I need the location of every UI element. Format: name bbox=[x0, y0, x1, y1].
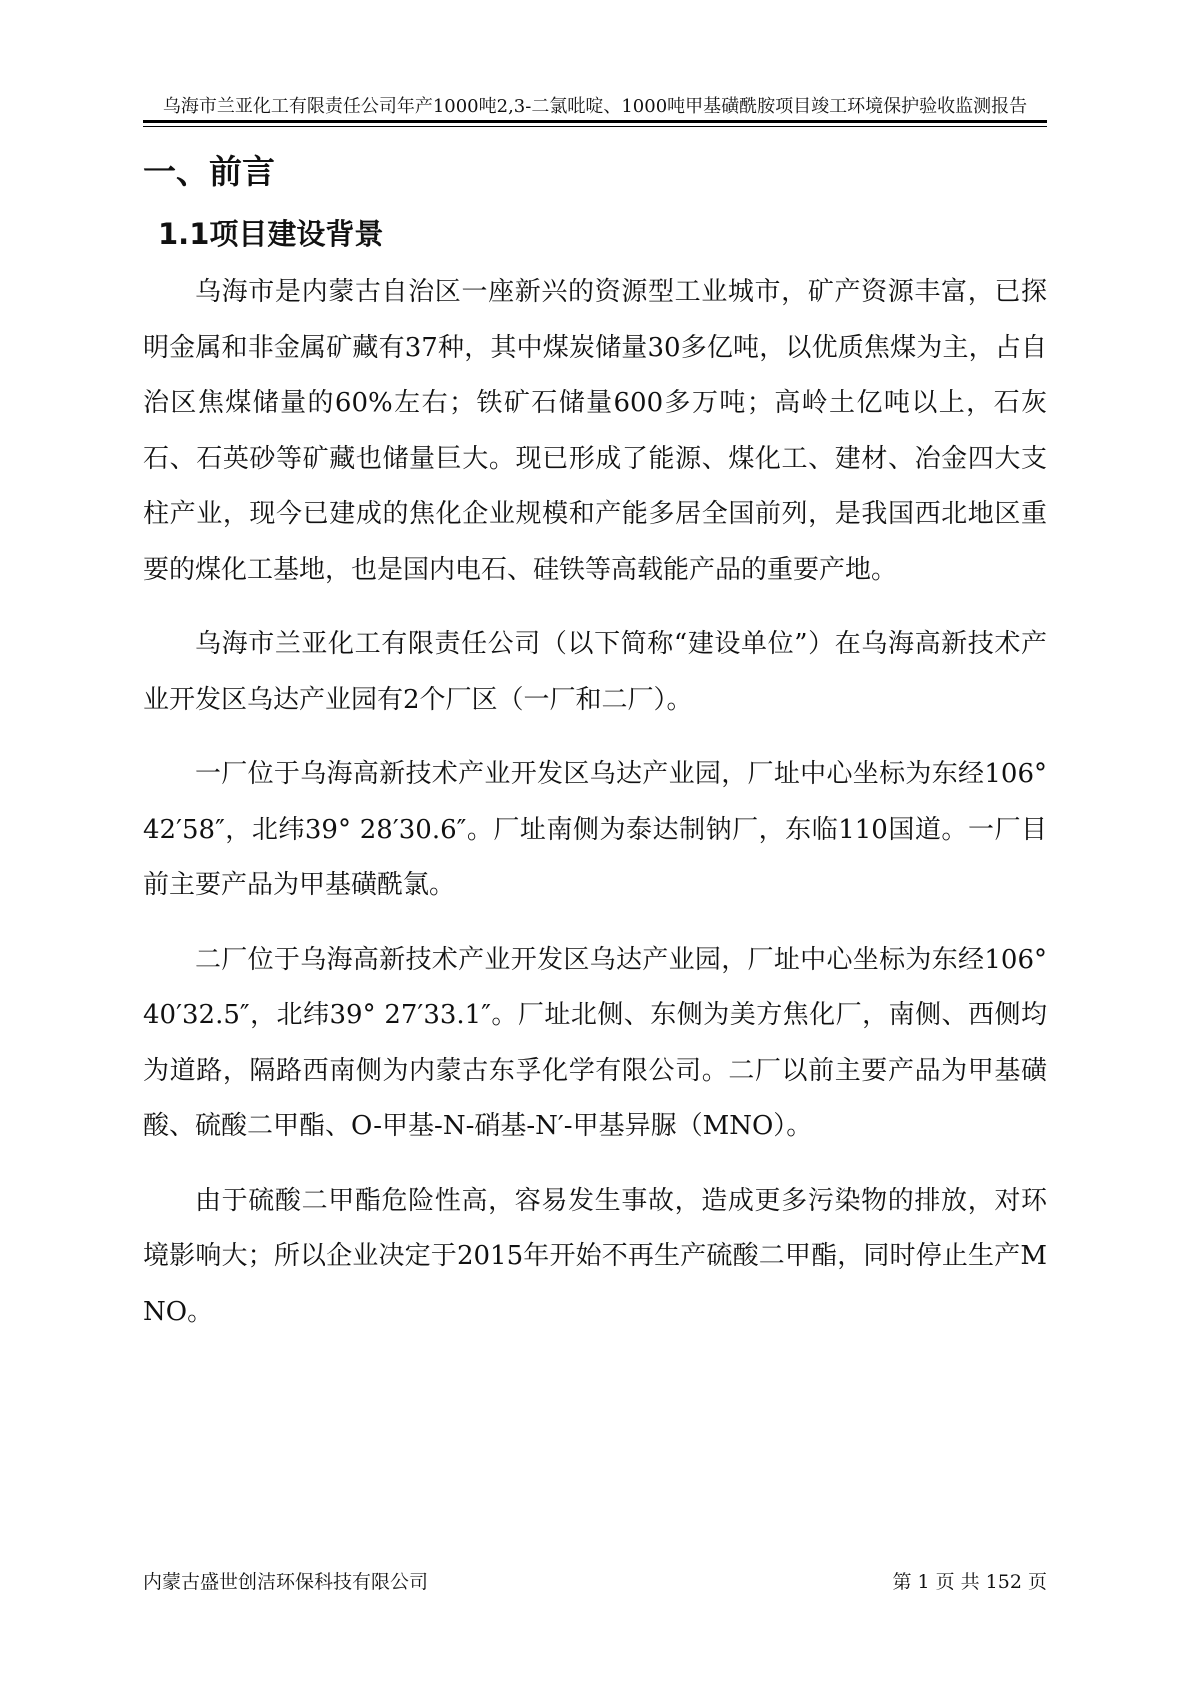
paragraph-wuhai-background: 乌海市是内蒙古自治区一座新兴的资源型工业城市，矿产资源丰富，已探明金属和非金属矿藏有37种，其中煤炭储量30多亿吨，以优质焦煤为主，占自治区焦煤储量的60%左右；铁矿石储量600多万吨；高岭土亿吨以上，石灰石、石英砂等矿藏也储量巨大。现已形成了能源、煤化工、建材、冶金四大支柱产业，现今已建成的焦化企业规模和产能多居全国前列，是我国西北地区重要的煤化工基地，也是国内电石、硅铁等高载能产品的重要产地。 bbox=[143, 277, 1047, 585]
page-footer bbox=[143, 1567, 1047, 1597]
paragraph-plant-two: 二厂位于乌海高新技术产业开发区乌达产业园，厂址中心坐标为东经106° 40′32.5″，北纬39° 27′33.1″。厂址北侧、东侧为美方焦化厂，南侧、西侧均为道路，隔路西南侧为内蒙古东孚化学有限公司。二厂以前主要产品为甲基磺酸、硫酸二甲酯、O-甲基-N-硝基-N′-甲基异脲（MNO）。 bbox=[143, 944, 1047, 1141]
paragraph-production-change: 由于硫酸二甲酯危险性高，容易发生事故，造成更多污染物的排放，对环境影响大；所以企业决定于2015年开始不再生产硫酸二甲酯，同时停止生产MNO。 bbox=[143, 1185, 1047, 1327]
body-text bbox=[143, 265, 1047, 1340]
paragraph-plant-one: 一厂位于乌海高新技术产业开发区乌达产业园，厂址中心坐标为东经106° 42′58″，北纬39° 28′30.6″。厂址南侧为泰达制钠厂，东临110国道。一厂目前主要产品为甲基磺酰氯。 bbox=[143, 759, 1047, 900]
report-header-title: 乌海市兰亚化工有限责任公司年产1000吨2,3-二氯吡啶、1000吨甲基磺酰胺项目竣工环境保护验收监测报告 bbox=[162, 96, 1028, 117]
subsection-heading: 1.1项目建设背景 bbox=[158, 217, 384, 251]
header-divider-thin bbox=[143, 126, 1047, 127]
paragraph-company-intro: 乌海市兰亚化工有限责任公司（以下简称“建设单位”）在乌海高新技术产业开发区乌达产业园有2个厂区（一厂和二厂）。 bbox=[143, 629, 1047, 715]
header-divider-thick bbox=[143, 120, 1047, 123]
footer-company: 内蒙古盛世创洁环保科技有限公司 bbox=[143, 1571, 429, 1593]
section-heading: 一、前言 bbox=[143, 152, 275, 191]
page-number: 第 1 页 共 152 页 bbox=[892, 1571, 1047, 1593]
